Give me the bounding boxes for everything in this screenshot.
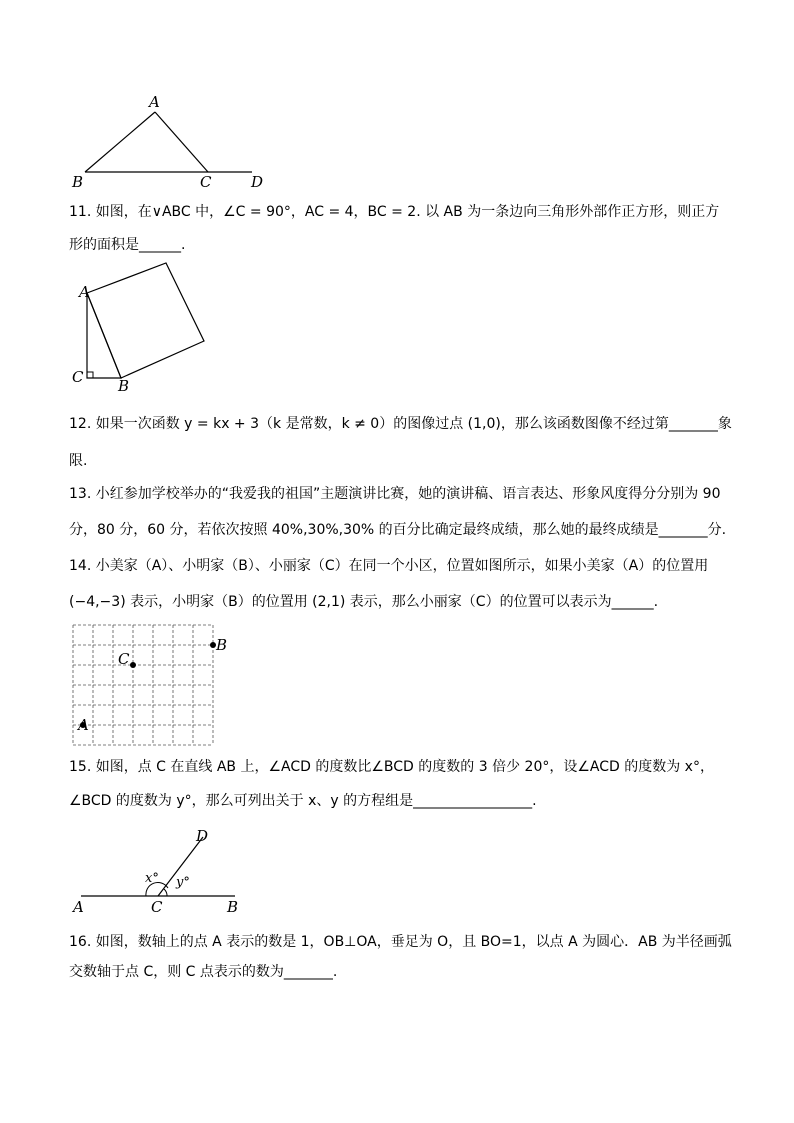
fig14-label-a: A bbox=[78, 716, 89, 734]
question-12-line-1: 12. 如果一次函数 y = kx + 3（k 是常数，k ≠ 0）的图像过点 (1,0)，那么该函数图像不经过第_______象 bbox=[69, 416, 732, 432]
fig15-label-a: A bbox=[73, 898, 84, 916]
question-16-line-1: 16. 如图，数轴上的点 A 表示的数是 1，OB⊥OA，垂足为 O，且 BO=1，以点 A 为圆心．AB 为半径画弧 bbox=[69, 934, 732, 950]
fig11-label-a: A bbox=[79, 283, 90, 301]
question-13-line-2: 分，80 分，60 分，若依次按照 40%,30%,30% 的百分比确定最终成绩，那么她的最终成绩是_______分. bbox=[69, 522, 727, 538]
fig11-label-c: C bbox=[72, 368, 84, 386]
fig14-label-b: B bbox=[216, 636, 228, 654]
fig15-label-x: x° bbox=[145, 871, 159, 886]
fig10-label-b: B bbox=[72, 173, 84, 191]
question-15-line-1: 15. 如图，点 C 在直线 AB 上，∠ACD 的度数比∠BCD 的度数的 3 倍少 20°，设∠ACD 的度数为 x°， bbox=[69, 759, 714, 775]
fig10-label-d: D bbox=[251, 173, 264, 191]
fig14-label-c: C bbox=[118, 650, 130, 668]
figure-location-grid bbox=[72, 624, 217, 746]
fig15-label-c: C bbox=[151, 898, 163, 916]
fig15-label-y: y° bbox=[176, 875, 190, 890]
fig10-label-c: C bbox=[200, 173, 212, 191]
figure-square-on-hypotenuse bbox=[70, 255, 220, 390]
question-11-line-2: 形的面积是______. bbox=[69, 237, 186, 253]
question-16-line-2: 交数轴于点 C，则 C 点表示的数为_______. bbox=[69, 964, 338, 980]
question-13-line-1: 13. 小红参加学校举办的“我爱我的祖国”主题演讲比赛，她的演讲稿、语言表达、形象风度得分分别为 90 bbox=[69, 486, 721, 502]
fig11-label-b: B bbox=[118, 377, 130, 395]
question-12-line-2: 限. bbox=[69, 453, 88, 469]
point-c-dot bbox=[130, 662, 136, 668]
question-11-line-1: 11. 如图，在∨ABC 中，∠C = 90°，AC = 4，BC = 2. 以 AB 为一条边向三角形外部作正方形，则正方 bbox=[69, 204, 720, 220]
fig15-label-b: B bbox=[227, 898, 239, 916]
question-15-line-2: ∠BCD 的度数为 y°，那么可列出关于 x、y 的方程组是_________________. bbox=[69, 793, 537, 809]
fig10-label-a: A bbox=[149, 93, 160, 111]
fig15-label-d: D bbox=[196, 827, 209, 845]
question-14-line-2: (−4,−3) 表示，小明家（B）的位置用 (2,1) 表示，那么小丽家（C）的位置可以表示为______. bbox=[69, 594, 659, 610]
question-14-line-1: 14. 小美家（A）、小明家（B）、小丽家（C）在同一个小区，位置如图所示，如果小美家（A）的位置用 bbox=[69, 558, 709, 574]
